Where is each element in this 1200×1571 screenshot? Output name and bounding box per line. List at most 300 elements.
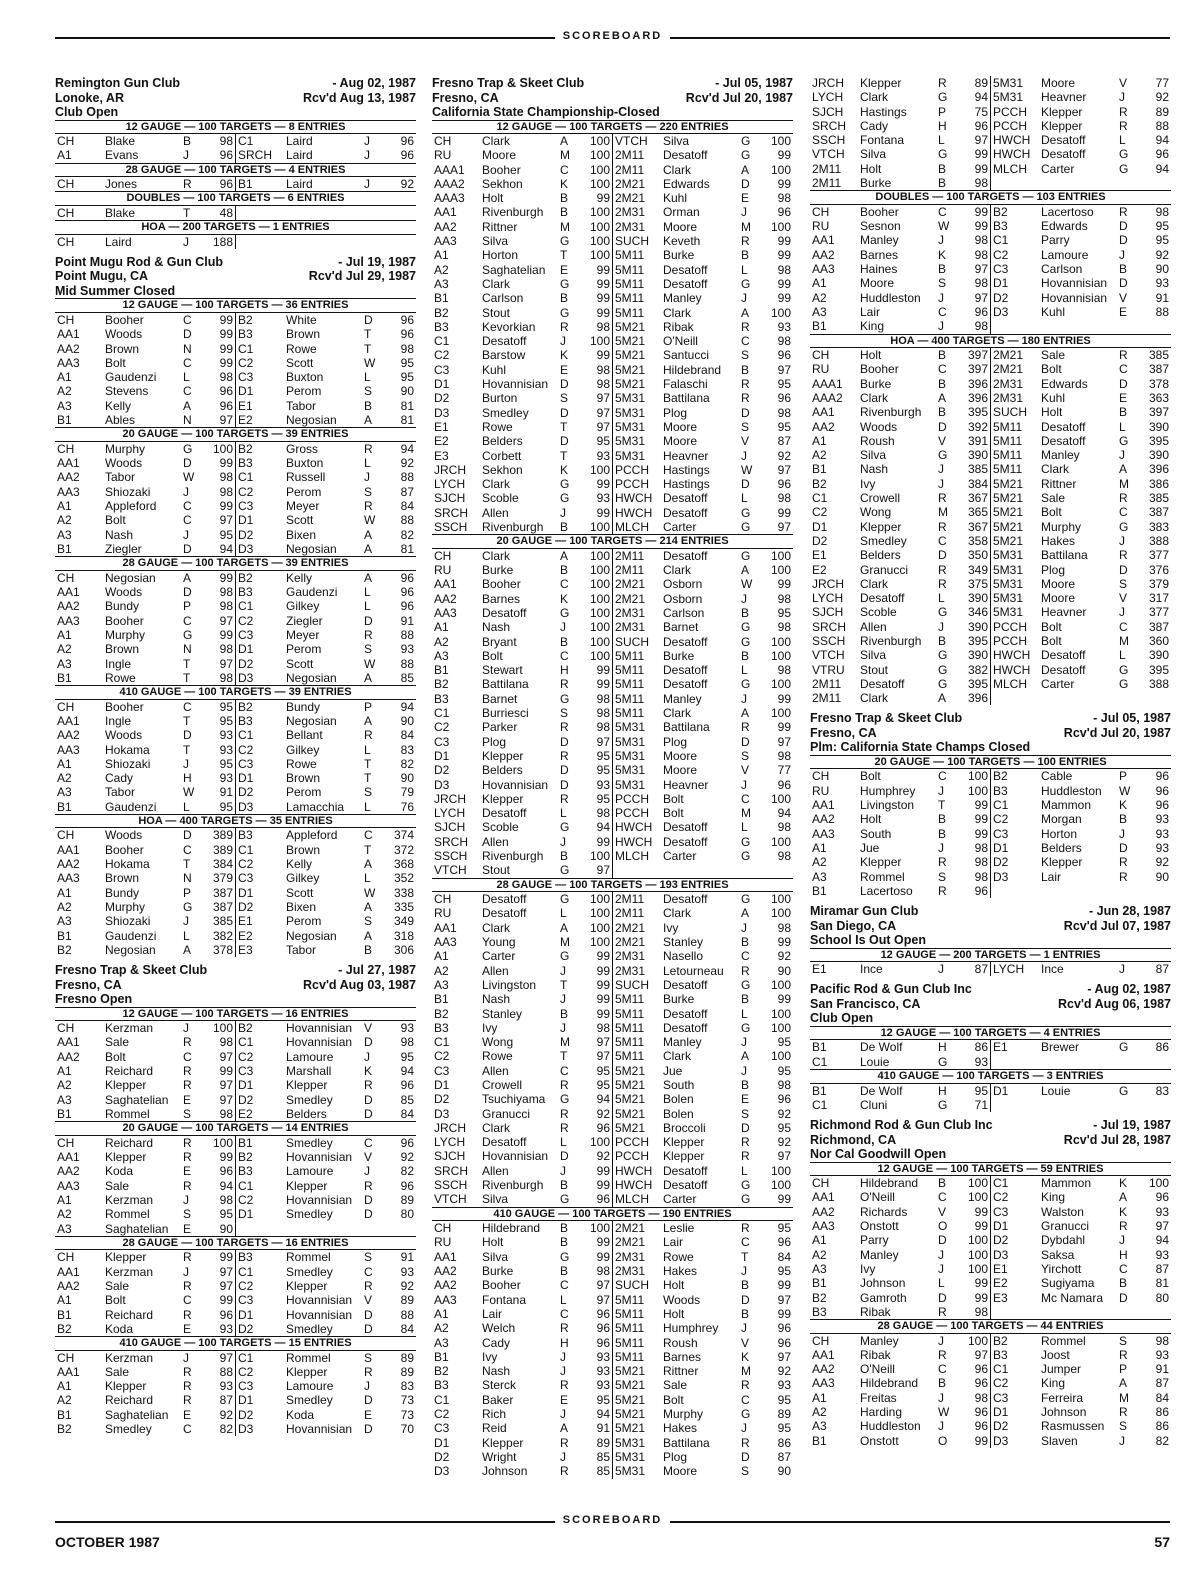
shooter-name: De Wolf — [860, 1083, 903, 1098]
score-cell: 98 — [219, 470, 233, 485]
shooter-name: Woods — [105, 828, 143, 843]
score-cell: 88 — [1155, 304, 1169, 319]
shooter-name: Sale — [105, 1178, 130, 1193]
score-cell: 93 — [219, 1379, 233, 1394]
shooter-name: Moore — [663, 1464, 698, 1479]
score-cell: 100 — [770, 834, 791, 849]
result-row — [432, 1307, 793, 1321]
results-table — [55, 134, 416, 163]
class-cell: AA1 — [57, 456, 80, 471]
shooter-name: Blake — [105, 134, 136, 148]
class-cell: AA3 — [57, 742, 80, 757]
initial-cell — [1117, 319, 1137, 333]
shooter-name: Santucci — [663, 348, 710, 363]
score-cell — [1137, 1305, 1171, 1319]
score-cell: 96 — [400, 570, 414, 585]
shooter-name: Hastings — [860, 104, 907, 119]
initial-cell: J — [741, 448, 747, 463]
class-cell: AAA3 — [434, 191, 465, 206]
club-header-line — [810, 982, 1171, 997]
score-cell: 94 — [1155, 133, 1169, 148]
shooter-name: South — [860, 826, 892, 841]
class-cell: LYCH — [812, 90, 844, 105]
shooter-name: Klepper — [105, 1250, 147, 1265]
initial-cell: G — [741, 892, 751, 907]
class-cell: D3 — [434, 1464, 450, 1479]
shooter-name: Haines — [860, 262, 898, 277]
class-cell: 5M21 — [613, 363, 662, 377]
result-row — [810, 76, 1171, 90]
shooter-name: Woods — [105, 585, 143, 600]
shooter-name: Barnet — [663, 620, 699, 635]
results-table — [55, 442, 416, 556]
class-cell: B1 — [812, 462, 827, 477]
shooter-name: Burke — [663, 648, 695, 663]
score-cell: 360 — [1148, 633, 1169, 648]
result-row — [810, 90, 1171, 104]
shooter-name: Lacertoso — [860, 883, 913, 898]
score-cell: 375 — [967, 576, 988, 591]
score-cell: 100 — [1148, 1176, 1169, 1191]
club-header-left: Point Mugu, CA — [55, 269, 149, 284]
result-row — [55, 1351, 416, 1365]
shooter-name: Rommel — [860, 869, 905, 884]
class-cell: MLCH — [991, 162, 1040, 176]
result-row — [55, 1193, 416, 1207]
shooter-name: Gaudenzi — [105, 370, 157, 385]
shooter-name: Ribak — [663, 319, 694, 334]
class-cell: A1 — [57, 885, 72, 900]
initial-cell: C — [938, 362, 947, 377]
result-row — [810, 262, 1171, 276]
score-cell: 93 — [596, 1364, 610, 1379]
class-cell: AA3 — [57, 355, 80, 370]
masthead-title: SCOREBOARD — [555, 30, 670, 42]
score-cell: 99 — [777, 691, 791, 706]
result-row — [432, 205, 793, 219]
class-cell: 2M31 — [613, 220, 662, 234]
initial-cell: J — [364, 148, 370, 163]
class-cell: 2M21 — [613, 935, 662, 949]
class-cell: A2 — [434, 1321, 449, 1336]
class-cell: B1 — [57, 541, 72, 556]
club-header-left: Fresno Open — [55, 992, 133, 1007]
shooter-name: Stanley — [482, 1006, 523, 1021]
result-row — [432, 563, 793, 577]
shooter-name: Hovannisian — [286, 1021, 353, 1036]
class-cell: 5M11 — [613, 1035, 662, 1049]
club-header-line — [810, 1133, 1171, 1148]
initial-cell: J — [364, 1164, 370, 1179]
class-cell: A2 — [57, 899, 72, 914]
result-row — [810, 405, 1171, 419]
score-cell: 84 — [400, 1106, 414, 1121]
class-cell: A1 — [57, 627, 72, 642]
shooter-name: Desatoff — [663, 834, 708, 849]
initial-cell: G — [741, 677, 751, 692]
initial-cell: M — [1119, 1390, 1129, 1405]
class-cell: AA2 — [812, 419, 835, 434]
shooter-name: Klepper — [1041, 104, 1083, 119]
result-row — [810, 162, 1171, 176]
shooter-name: Broccoli — [663, 1120, 706, 1135]
initial-cell: L — [741, 820, 748, 835]
shooter-name: Mammon — [1041, 798, 1092, 813]
initial-cell: D — [364, 312, 373, 327]
result-row — [810, 1405, 1171, 1419]
class-cell: B1 — [434, 663, 449, 678]
club-header-left: Club Open — [55, 105, 119, 119]
class-cell: AA3 — [812, 262, 835, 277]
club-block — [432, 76, 793, 1479]
initial-cell: R — [938, 576, 947, 591]
shooter-name: Moore — [860, 276, 895, 291]
shooter-name: Moore — [663, 748, 698, 763]
score-cell: 390 — [1148, 448, 1169, 463]
score-cell: 93 — [596, 1378, 610, 1393]
score-cell: 84 — [1155, 1390, 1169, 1405]
class-cell: A3 — [57, 1092, 72, 1107]
score-cell: 91 — [1155, 1362, 1169, 1377]
results-table — [55, 1351, 416, 1437]
initial-cell: D — [938, 1233, 947, 1248]
result-row — [432, 263, 793, 277]
club-header-right: Rcv'd Jul 29, 1987 — [308, 269, 416, 284]
shooter-name: Silva — [860, 648, 887, 663]
class-cell: D1 — [236, 513, 285, 527]
result-row — [432, 291, 793, 305]
score-cell: 100 — [770, 677, 791, 692]
shooter-name: Clark — [482, 548, 511, 563]
score-cell: 77 — [1155, 76, 1169, 90]
initial-cell: D — [1119, 233, 1128, 248]
club-header-left: Fresno Trap & Skeet Club — [432, 76, 585, 90]
initial-cell: R — [1119, 1405, 1128, 1420]
initial-cell: D — [560, 434, 569, 449]
club-header-left: Richmond, CA — [810, 1132, 897, 1147]
shooter-name: Plog — [482, 734, 507, 749]
score-cell: 99 — [974, 1433, 988, 1448]
score-cell: 97 — [219, 513, 233, 528]
score-cell: 386 — [1148, 476, 1169, 491]
class-cell: CH — [57, 234, 75, 249]
result-row — [810, 548, 1171, 562]
initial-cell: W — [364, 885, 376, 900]
initial-cell: M — [1119, 633, 1129, 648]
shooter-name: Rommel — [286, 1250, 331, 1265]
score-cell: 87 — [1155, 1376, 1169, 1391]
initial-cell: T — [364, 341, 372, 356]
shooter-name: Granucci — [482, 1106, 531, 1121]
initial-cell: J — [183, 234, 189, 249]
class-cell: D2 — [991, 1233, 1040, 1247]
class-cell: B2 — [236, 1021, 285, 1035]
score-cell: 90 — [400, 713, 414, 728]
score-cell: 97 — [596, 1035, 610, 1050]
initial-cell: T — [560, 419, 568, 434]
class-cell: B2 — [236, 700, 285, 714]
initial-cell: L — [938, 1276, 945, 1291]
class-cell: A2 — [57, 384, 72, 399]
class-cell: 5M11 — [613, 649, 662, 663]
score-cell: 87 — [400, 484, 414, 499]
initial-cell: G — [1119, 161, 1129, 176]
shooter-name: Brown — [286, 327, 321, 342]
class-cell: PCCH — [613, 463, 662, 477]
initial-cell: P — [938, 104, 947, 119]
club-header-line — [432, 76, 793, 91]
result-row — [810, 362, 1171, 376]
score-cell: 96 — [219, 177, 233, 192]
results-table — [810, 1084, 1171, 1113]
initial-cell: B — [560, 1221, 569, 1236]
result-row — [55, 1250, 416, 1264]
initial-cell: L — [1119, 419, 1126, 434]
score-cell: 97 — [777, 1349, 791, 1364]
shooter-name: Sale — [105, 1278, 130, 1293]
score-cell: 95 — [974, 1083, 988, 1098]
result-row — [432, 391, 793, 405]
initial-cell: J — [741, 1421, 747, 1436]
initial-cell: D — [741, 734, 750, 749]
issue-month: OCTOBER 1987 — [55, 1534, 160, 1550]
score-cell: 98 — [219, 1106, 233, 1121]
score-cell: 90 — [1155, 869, 1169, 884]
initial-cell: A — [560, 1421, 569, 1436]
result-row — [810, 827, 1171, 841]
initial-cell: B — [741, 992, 750, 1007]
score-cell: 98 — [974, 869, 988, 884]
score-cell: 387 — [212, 885, 233, 900]
score-cell: 99 — [596, 305, 610, 320]
class-cell: B2 — [991, 1334, 1040, 1348]
score-cell: 83 — [1155, 1083, 1169, 1098]
class-cell: A1 — [57, 148, 72, 163]
initial-cell: R — [560, 748, 569, 763]
result-row — [432, 1393, 793, 1407]
class-cell — [991, 1098, 1040, 1112]
score-cell: 96 — [400, 1178, 414, 1193]
initial-cell: T — [741, 1249, 749, 1264]
shooter-name: King — [1041, 1376, 1066, 1391]
score-cell: 95 — [219, 527, 233, 542]
score-cell: 396 — [967, 390, 988, 405]
shooter-name: Cady — [105, 771, 134, 786]
score-cell: 98 — [777, 262, 791, 277]
initial-cell: J — [560, 1449, 566, 1464]
initial-cell: B — [364, 398, 373, 413]
results-table — [55, 571, 416, 685]
score-cell: 99 — [777, 1192, 791, 1207]
initial-cell: J — [1119, 962, 1125, 977]
shooter-name: Clark — [663, 1049, 692, 1064]
shooter-name: Bolt — [105, 1293, 126, 1308]
result-row — [810, 377, 1171, 391]
result-row — [55, 1393, 416, 1407]
shooter-name: Kerzman — [105, 1264, 154, 1279]
class-cell: C1 — [236, 134, 285, 148]
shooter-name: Koda — [105, 1321, 134, 1336]
shooter-name: Desatoff — [663, 548, 708, 563]
initial-cell: G — [1119, 1040, 1129, 1055]
class-cell: A2 — [57, 642, 72, 657]
initial-cell: L — [560, 906, 567, 921]
shooter-name: Allen — [482, 505, 509, 520]
initial-cell: S — [938, 869, 947, 884]
score-cell: 94 — [974, 90, 988, 105]
class-cell: D3 — [991, 305, 1040, 319]
result-row — [810, 1291, 1171, 1305]
event-title: 20 GAUGE — 100 TARGETS — 214 ENTRIES — [432, 534, 793, 549]
result-row — [810, 147, 1171, 161]
initial-cell: B — [741, 935, 750, 950]
result-row — [432, 1378, 793, 1392]
initial-cell: A — [364, 413, 373, 428]
score-cell: 89 — [400, 1293, 414, 1308]
score-cell: 100 — [770, 219, 791, 234]
result-row — [432, 620, 793, 634]
score-cell: 98 — [777, 191, 791, 206]
class-cell: AA3 — [434, 606, 457, 620]
club-header — [55, 76, 416, 120]
initial-cell: M — [560, 1035, 570, 1050]
shooter-name: Desatoff — [663, 491, 708, 506]
initial-cell: B — [938, 376, 947, 391]
score-cell: 97 — [219, 1350, 233, 1365]
shooter-name: Holt — [860, 812, 882, 827]
score-cell: 387 — [1148, 505, 1169, 520]
event-title: DOUBLES — 100 TARGETS — 103 ENTRIES — [810, 190, 1171, 205]
result-row — [810, 1040, 1171, 1054]
shooter-name: Burton — [482, 391, 518, 406]
initial-cell: A — [560, 134, 569, 148]
score-cell: 100 — [589, 620, 610, 635]
class-cell: 5M11 — [613, 1049, 662, 1063]
club-block — [55, 963, 416, 1436]
result-row — [810, 784, 1171, 798]
score-cell: 365 — [967, 505, 988, 520]
score-cell: 97 — [596, 1278, 610, 1293]
score-cell: 188 — [212, 234, 233, 249]
class-cell: B1 — [57, 670, 72, 685]
initial-cell: R — [938, 1347, 947, 1362]
class-cell: CH — [57, 1135, 75, 1150]
class-cell: 2M11 — [613, 549, 662, 563]
initial-cell: A — [741, 906, 750, 921]
class-cell: C1 — [236, 470, 285, 484]
shooter-name: Bolt — [663, 791, 684, 806]
initial-cell: O — [938, 1219, 948, 1234]
class-cell: AAA1 — [812, 376, 843, 391]
shooter-name: Woods — [105, 728, 143, 743]
class-cell: SUCH — [613, 1278, 662, 1292]
shooter-name: Rivenburgh — [482, 205, 544, 220]
result-row — [810, 677, 1171, 691]
shooter-name: King — [1041, 1190, 1066, 1205]
class-cell: 2M21 — [613, 577, 662, 591]
class-cell: 2M11 — [812, 676, 842, 691]
class-cell: C3 — [236, 1293, 285, 1307]
initial-cell — [1117, 176, 1137, 190]
score-cell: 92 — [777, 1106, 791, 1121]
shooter-name: Saghatelian — [105, 1221, 169, 1236]
class-cell: C3 — [236, 1064, 285, 1078]
score-cell: 93 — [1155, 1204, 1169, 1219]
shooter-name: Kuhl — [663, 191, 688, 206]
shooter-name: Carlson — [482, 291, 524, 306]
initial-cell: R — [741, 377, 750, 392]
shooter-name: Moore — [663, 219, 698, 234]
initial-cell: J — [1119, 826, 1125, 841]
initial-cell: R — [1119, 204, 1128, 219]
initial-cell: R — [560, 677, 569, 692]
initial-cell: M — [560, 148, 570, 163]
result-row — [810, 291, 1171, 305]
initial-cell: R — [183, 177, 192, 192]
class-cell: 2M21 — [613, 177, 662, 191]
class-cell: 2M31 — [991, 391, 1040, 405]
class-cell: RU — [434, 906, 452, 921]
class-cell: A2 — [57, 1207, 72, 1222]
initial-cell: J — [1119, 1433, 1125, 1448]
shooter-name: De Wolf — [860, 1040, 903, 1055]
initial-cell: R — [364, 728, 373, 743]
results-table — [810, 962, 1171, 976]
shooter-name: Parry — [860, 1233, 889, 1248]
initial-cell: G — [938, 448, 948, 463]
club-header-right: Rcv'd Aug 03, 1987 — [303, 977, 416, 992]
club-header-left: Pacific Rod & Gun Club Inc — [810, 982, 972, 997]
class-cell: 2M31 — [613, 1264, 662, 1278]
score-cell: 71 — [974, 1097, 988, 1112]
score-cell: 376 — [1148, 562, 1169, 577]
class-cell: C1 — [991, 1362, 1040, 1376]
class-cell: 5M31 — [991, 548, 1040, 562]
shooter-name: Perom — [286, 914, 322, 929]
score-cell: 80 — [400, 1207, 414, 1222]
initial-cell: J — [938, 840, 944, 855]
initial-cell: C — [560, 577, 569, 592]
initial-cell: K — [1119, 1204, 1128, 1219]
club-header-right: - Jul 19, 1987 — [1093, 1118, 1171, 1133]
class-cell: D1 — [236, 384, 285, 398]
class-cell: RU — [434, 1235, 452, 1250]
club-block — [55, 76, 416, 249]
class-cell: CH — [812, 1333, 830, 1348]
score-cell: 396 — [967, 691, 988, 706]
shooter-name: Richards — [860, 1204, 908, 1219]
score-cell: 96 — [400, 327, 414, 342]
club-header-line — [55, 255, 416, 270]
shooter-name: Moore — [663, 434, 698, 449]
shooter-name: Osborn — [663, 591, 703, 606]
score-cell — [1137, 691, 1171, 705]
shooter-name: Rommel — [105, 1207, 150, 1222]
score-cell: 92 — [1155, 247, 1169, 262]
score-cell: 100 — [589, 219, 610, 234]
result-row — [55, 871, 416, 885]
score-cell: 95 — [1155, 233, 1169, 248]
score-cell: 96 — [974, 883, 988, 898]
shooter-name: Desatoff — [482, 606, 527, 620]
initial-cell: D — [1119, 1290, 1128, 1305]
result-row — [55, 542, 416, 556]
shooter-name: Moore — [663, 419, 698, 434]
score-cell: 90 — [219, 1221, 233, 1236]
score-cell: 70 — [400, 1422, 414, 1437]
score-cell: 92 — [1155, 90, 1169, 105]
class-cell: D3 — [236, 800, 285, 814]
